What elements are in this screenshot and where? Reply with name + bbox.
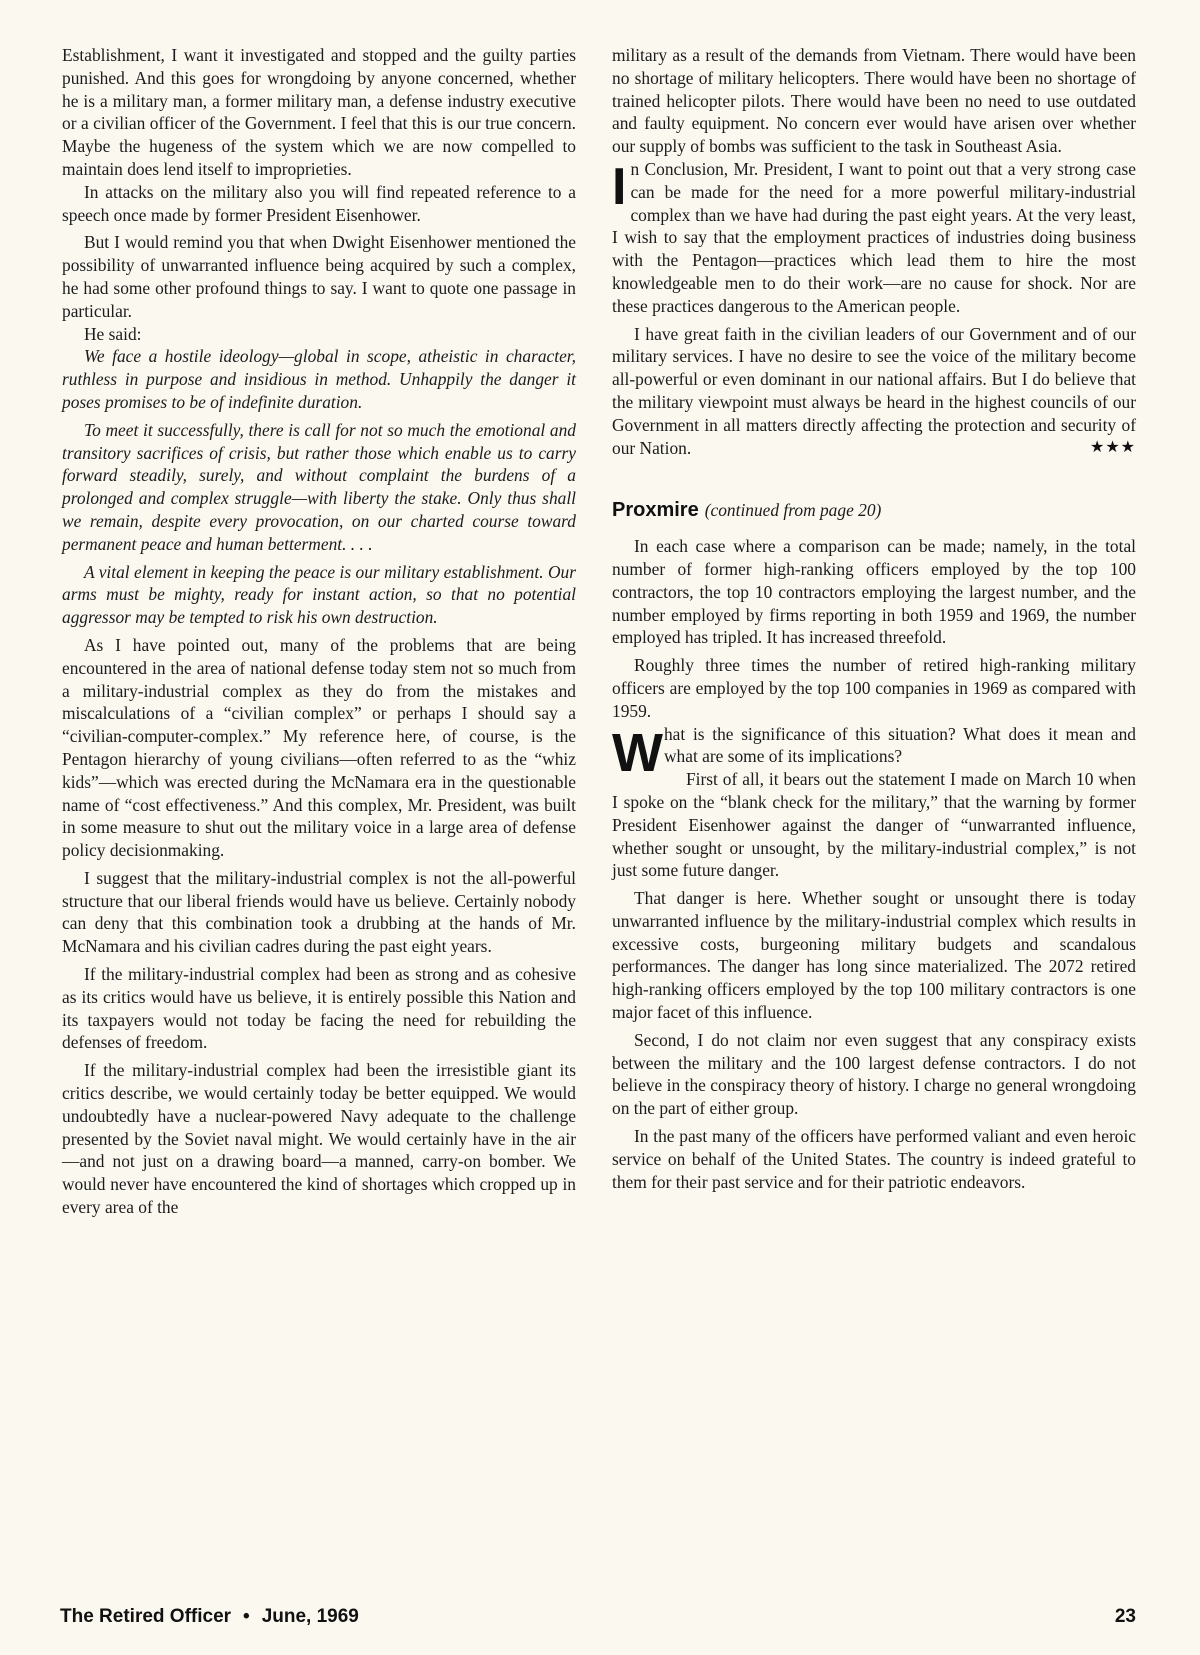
body-paragraph: He said: <box>84 323 142 344</box>
left-column <box>62 44 576 1219</box>
drop-cap-w: W <box>612 722 663 783</box>
publication-name: The Retired Officer <box>60 1606 232 1627</box>
body-paragraph: But I would remind you that when Dwight Eisenhower mentioned the possibility of unwarranted influence being acquired by such a complex, he had some other profound things to say. I want to quote one passage in particular. <box>62 232 576 321</box>
quote-paragraph: We face a hostile ideology—global in scope, atheistic in character, ruthless in purpose and insidious in method. Unhappily the danger it poses promises to be of indefinite duration. <box>62 346 576 412</box>
right-column <box>612 44 1136 1193</box>
body-paragraph: Second, I do not claim nor even suggest that any conspiracy exists between the military and the 100 largest defense contractors. I do not believe in the conspiracy theory of history. I charge no general wrongdoing on the part of either group. <box>612 1029 1136 1119</box>
body-paragraph: In the past many of the officers have performed valiant and even heroic service on behalf of the United States. The country is indeed grateful to them for their past service and for their patriotic endeavors. <box>612 1126 1136 1192</box>
body-paragraph: military as a result of the demands from Vietnam. There would have been no shortage of military helicopters. There would have been no shortage of trained helicopter pilots. There would have been no need to use outdated and faulty equipment. No concern ever would have arisen over whether our supply of bombs was sufficient to the task in Southeast Asia. <box>612 45 1136 157</box>
body-paragraph: Roughly three times the number of retired high-ranking military officers are employed by the top 100 companies in 1969 as compared with 1959. <box>612 655 1136 721</box>
end-mark-stars: ★★★ <box>1089 438 1136 456</box>
body-paragraph: I suggest that the military-industrial complex is not the all-powerful structure that our liberal friends would have us believe. Certainly nobody can deny that this combination took a drubbing at the hands of Mr. McNamara and his civilian cadres during the past eight years. <box>62 867 576 957</box>
body-paragraph: Establishment, I want it investigated and stopped and the guilty parties punished. And this goes for wrongdoing by anyone concerned, whether he is a military man, a former military man, a defense industry executive or a civilian officer of the Government. I feel that this is our true concern. Maybe the hugeness of the system which we are now compelled to maintain does lend itself to improprieties. <box>62 45 576 179</box>
quote-paragraph: A vital element in keeping the peace is our military establishment. Our arms must be mighty, ready for instant action, so that no potential aggressor may be tempted to risk his own destruction. <box>62 561 576 628</box>
continued-note: (continued from page 20) <box>704 500 882 521</box>
body-paragraph: In attacks on the military also you will find repeated reference to a speech once made by former President Eisenhower. <box>62 181 576 225</box>
page-number: 23 <box>1114 1606 1136 1627</box>
body-paragraph: As I have pointed out, many of the problems that are being encountered in the area of national defense today stem not so much from a military-industrial complex as they do from the mistakes and miscalculations of a “civilian complex” or perhaps I should say a “civilian-computer-complex.” My reference here, of course, is the Pentagon hierarchy of young civilians—often referred to as the “whiz kids”—which was erected during the McNamara era in the questionable name of “cost effectiveness.” And this complex, Mr. President, was built in some measure to shut out the military voice in a large area of defense policy decisionmaking. <box>62 634 576 861</box>
section-heading <box>612 499 1136 522</box>
body-paragraph: If the military-industrial complex had been as strong and as cohesive as its critics would have us believe, it is entirely possible this Nation and its taxpayers would not today be facing the need for rebuilding the defenses of freedom. <box>62 964 576 1053</box>
body-paragraph: If the military-industrial complex had been the irresistible giant its critics describe, we would certainly today be better equipped. We would undoubtedly have a nuclear-powered Navy adequate to the challenge presented by the Soviet naval might. We would certainly have in the air—and not just on a drawing board—a manned, carry-on bomber. We would never have encountered the kind of shortages which cropped up in every area of the <box>62 1060 576 1218</box>
body-paragraph <box>612 323 1136 460</box>
conclusion-text: n Conclusion, Mr. President, I want to point out that a very strong case can be made for the need for a more powerful military-industrial complex than we have had during the past eight years. At the very least, I wish to say that the employment practices of industries doing business with the Pentagon—practices which lead them to hire the most knowledgeable men to do their work—are no cause for shock. Nor are these practices dangerous to the American people. <box>612 158 1136 316</box>
conclusion-paragraph <box>612 158 1136 318</box>
footer-bullet: • <box>243 1606 250 1627</box>
significance-paragraph <box>612 722 1136 783</box>
body-paragraph: First of all, it bears out the statement I made on March 10 when I spoke on the “blank check for the military,” that the warning by former President Eisenhower against the danger of “unwarranted influence, whether sought or unsought, by the military-industrial complex,” is not just some future danger. <box>612 769 1136 881</box>
quote-paragraph: To meet it successfully, there is call for not so much the emotional and transitory sacrifices of crisis, but rather those which enable us to carry forward steadily, surely, and without complaint the burdens of a prolonged and complex struggle—with liberty the stake. Only thus shall we remain, despite every provocation, on our charted course toward permanent peace and human betterment. . . . <box>62 419 576 554</box>
page-footer <box>60 1606 1136 1628</box>
significance-text: hat is the significance of this situation? What does it mean and what are some of its implications? <box>663 723 1136 767</box>
body-paragraph: That danger is here. Whether sought or unsought there is today unwarranted influence by the military-industrial complex which results in excessive costs, burgeoning military budgets and scandalous performances. The danger has long since materialized. The 2072 retired high-ranking officers employed by the top 100 military contractors is one major facet of this influence. <box>612 888 1136 1023</box>
section-title: Proxmire <box>612 499 699 522</box>
drop-cap-i: I <box>612 157 627 216</box>
body-paragraph: In each case where a comparison can be made; namely, in the total number of former high-ranking officers employed by the top 100 contractors, the top 10 contractors employing the largest number, and the number employed by firms reporting in both 1959 and 1969, the number employed has tripled. It has increased threefold. <box>612 536 1136 648</box>
issue-date: June, 1969 <box>261 1606 359 1627</box>
faith-text: I have great faith in the civilian leaders of our Government and of our military services. I have no desire to see the voice of the military become all-powerful or even dominant in our national affairs. But I do believe that the military viewpoint must always be heard in the highest councils of our Government in all matters directly affecting the protection and security of our Nation. <box>612 323 1136 458</box>
